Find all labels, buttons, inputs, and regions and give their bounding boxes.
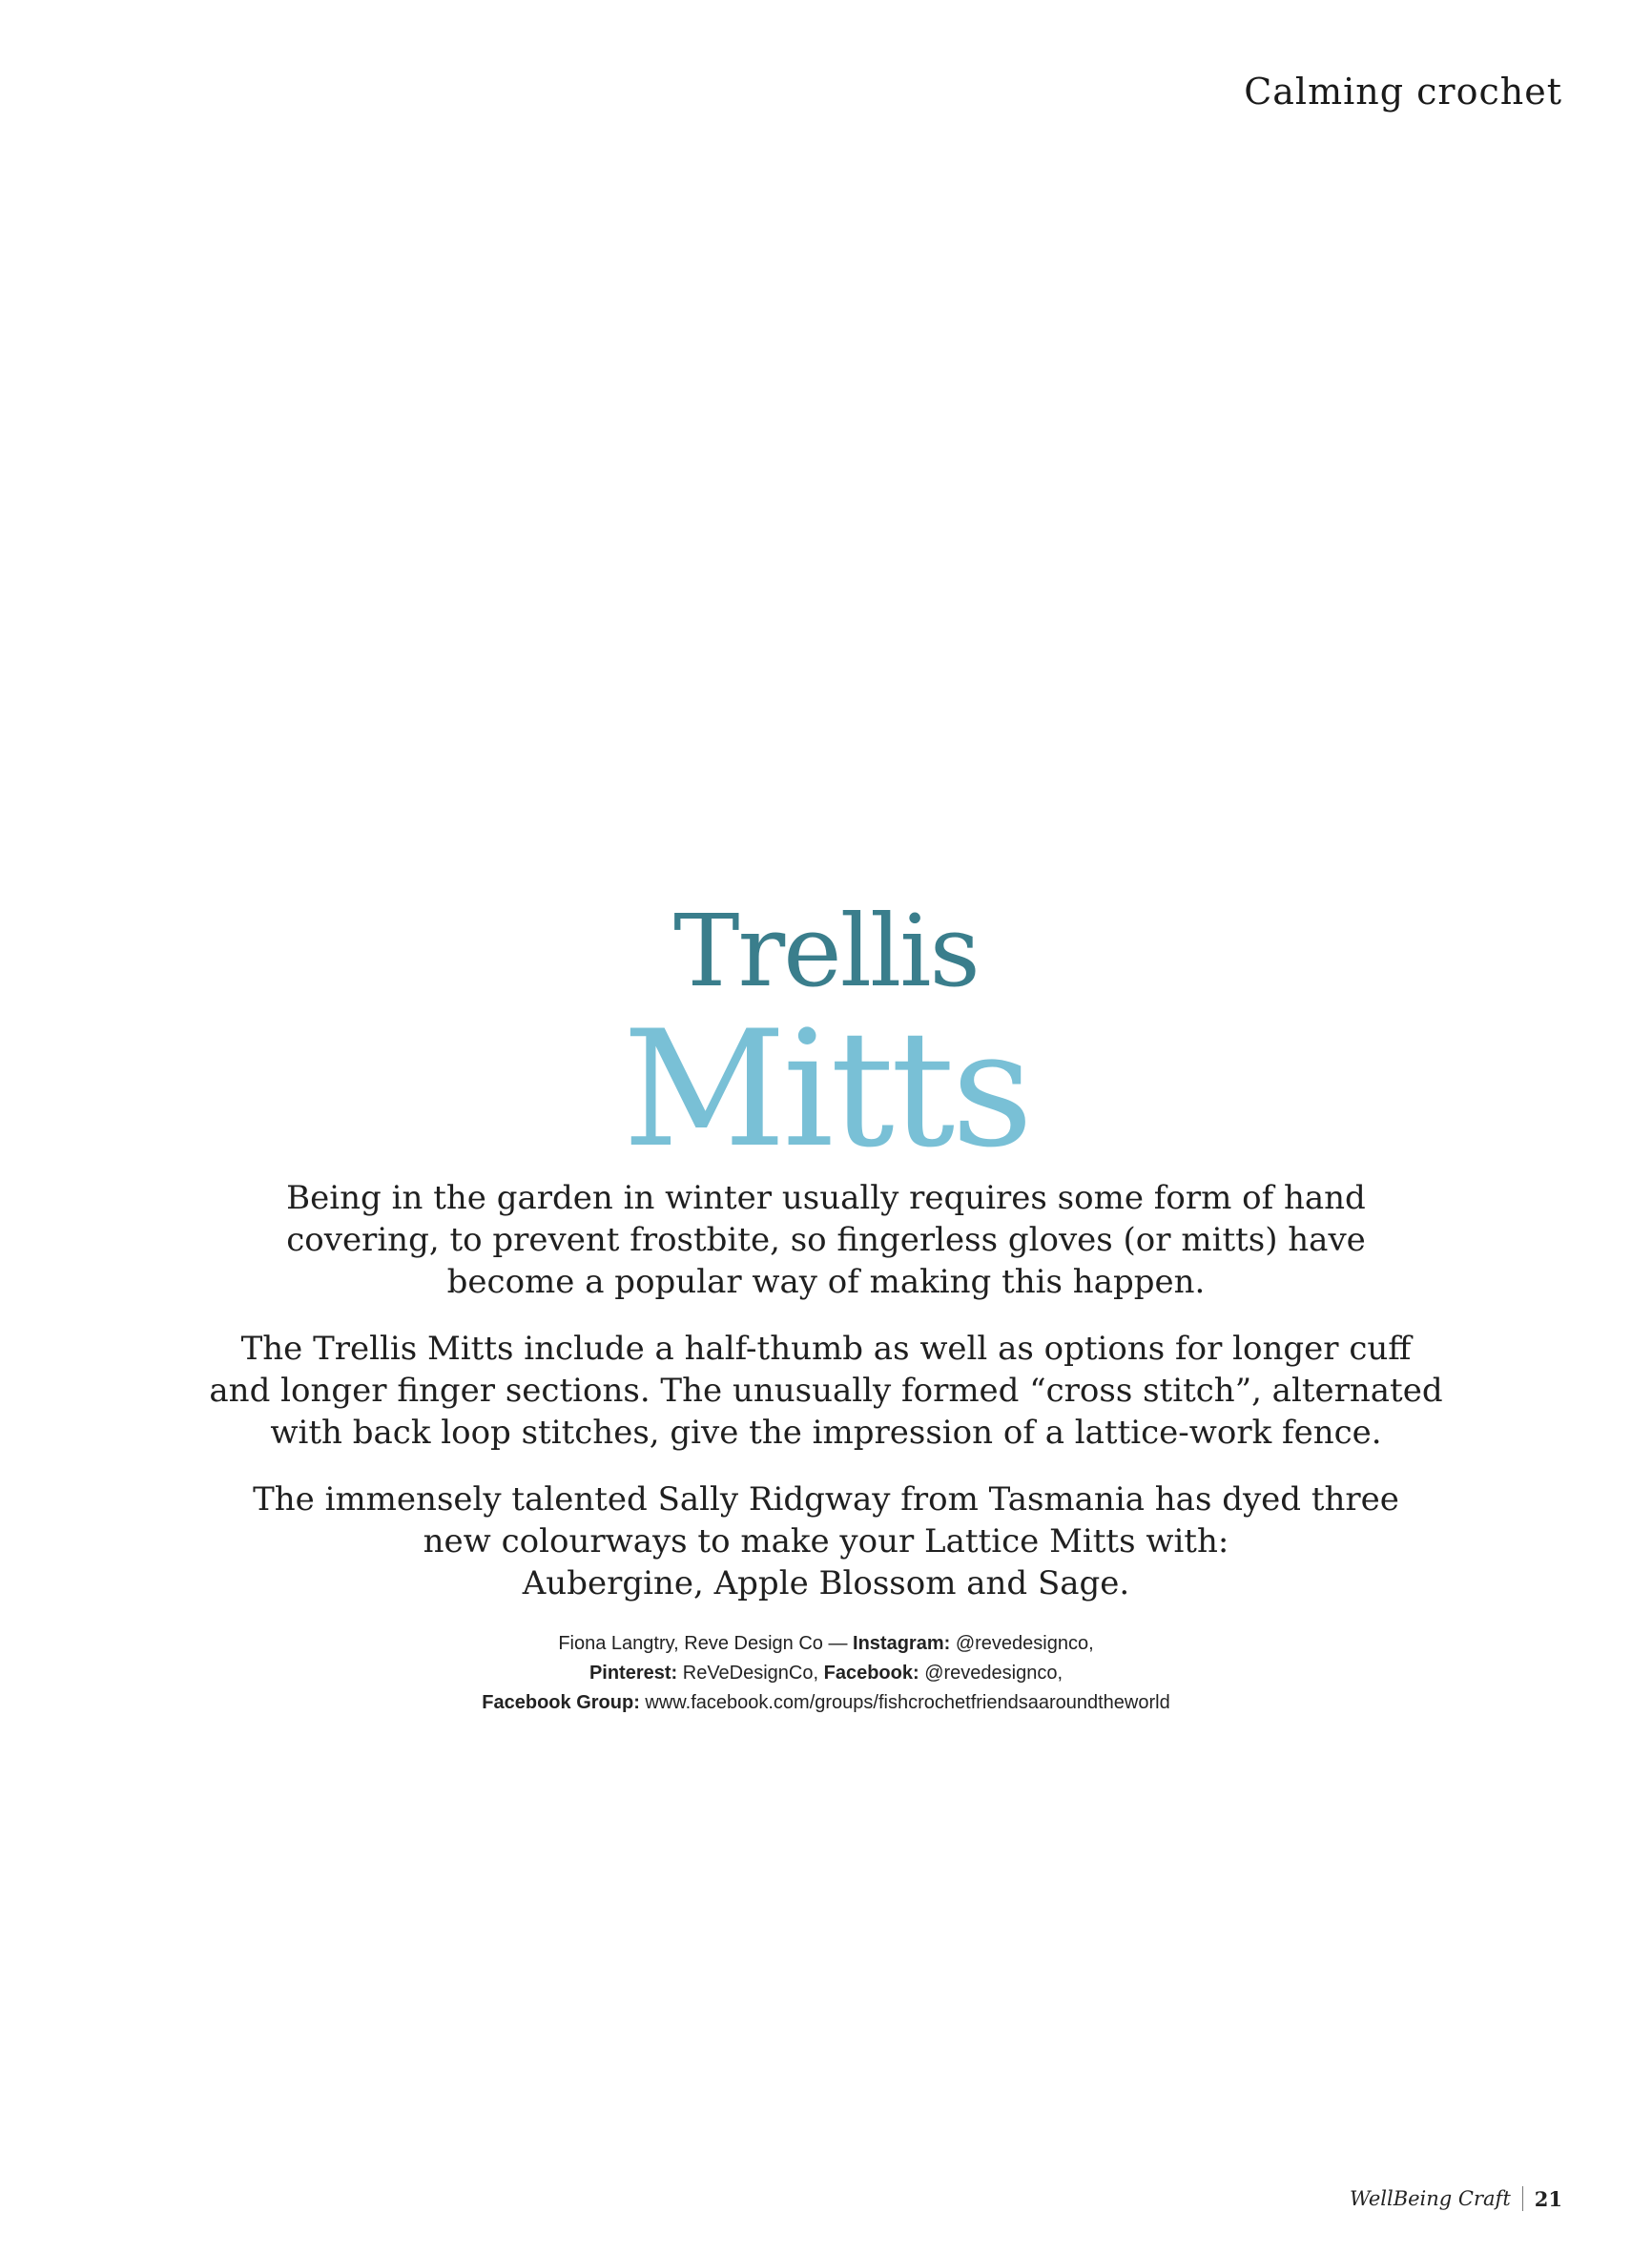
facebook-label: Facebook: — [823, 1663, 919, 1684]
intro-paragraph-1 — [0, 1177, 1652, 1303]
paragraph-line: covering, to prevent frostbite, so fingerless gloves (or mitts) have — [286, 1221, 1366, 1259]
pinterest-label: Pinterest: — [589, 1663, 678, 1684]
paragraph-line: with back loop stitches, give the impression of a lattice-work fence. — [270, 1414, 1382, 1452]
credits-line-3 — [0, 1688, 1652, 1718]
intro-paragraph-3 — [0, 1478, 1652, 1604]
page-number: 21 — [1534, 2186, 1562, 2211]
paragraph-line: The immensely talented Sally Ridgway from Tasmania has dyed three — [253, 1480, 1399, 1519]
intro-text — [0, 1177, 1652, 1718]
magazine-brand: WellBeing Craft — [1349, 2187, 1511, 2210]
pinterest-handle: ReVeDesignCo, — [682, 1663, 819, 1684]
page-footer — [1350, 2186, 1562, 2211]
facebook-group-label: Facebook Group: — [482, 1692, 640, 1713]
paragraph-line: and longer finger sections. The unusually formed “cross stitch”, alternated — [209, 1372, 1443, 1410]
article-title-line2: Mitts — [622, 996, 1030, 1183]
paragraph-line: The Trellis Mitts include a half-thumb as well as options for longer cuff — [240, 1330, 1412, 1368]
credits-line-2 — [0, 1659, 1652, 1688]
instagram-handle: @revedesignco, — [955, 1633, 1094, 1654]
paragraph-line: Being in the garden in winter usually requires some form of hand — [286, 1179, 1366, 1217]
paragraph-line: Aubergine, Apple Blossom and Sage. — [522, 1564, 1130, 1602]
paragraph-line: become a popular way of making this happen. — [446, 1263, 1206, 1301]
article-title-line1: Trellis — [673, 893, 979, 1009]
instagram-label: Instagram: — [853, 1633, 951, 1654]
credits-line-1 — [0, 1629, 1652, 1659]
designer-name: Fiona Langtry, Reve Design Co — — [558, 1633, 848, 1654]
footer-divider — [1522, 2186, 1523, 2211]
paragraph-line: new colourways to make your Lattice Mitts with: — [423, 1522, 1229, 1561]
section-header: Calming crochet — [1244, 71, 1562, 113]
facebook-group-url: www.facebook.com/groups/fishcrochetfriendsaaroundtheworld — [645, 1692, 1170, 1713]
facebook-handle: @revedesignco, — [924, 1663, 1063, 1684]
designer-credits — [0, 1629, 1652, 1718]
intro-paragraph-2 — [0, 1328, 1652, 1454]
